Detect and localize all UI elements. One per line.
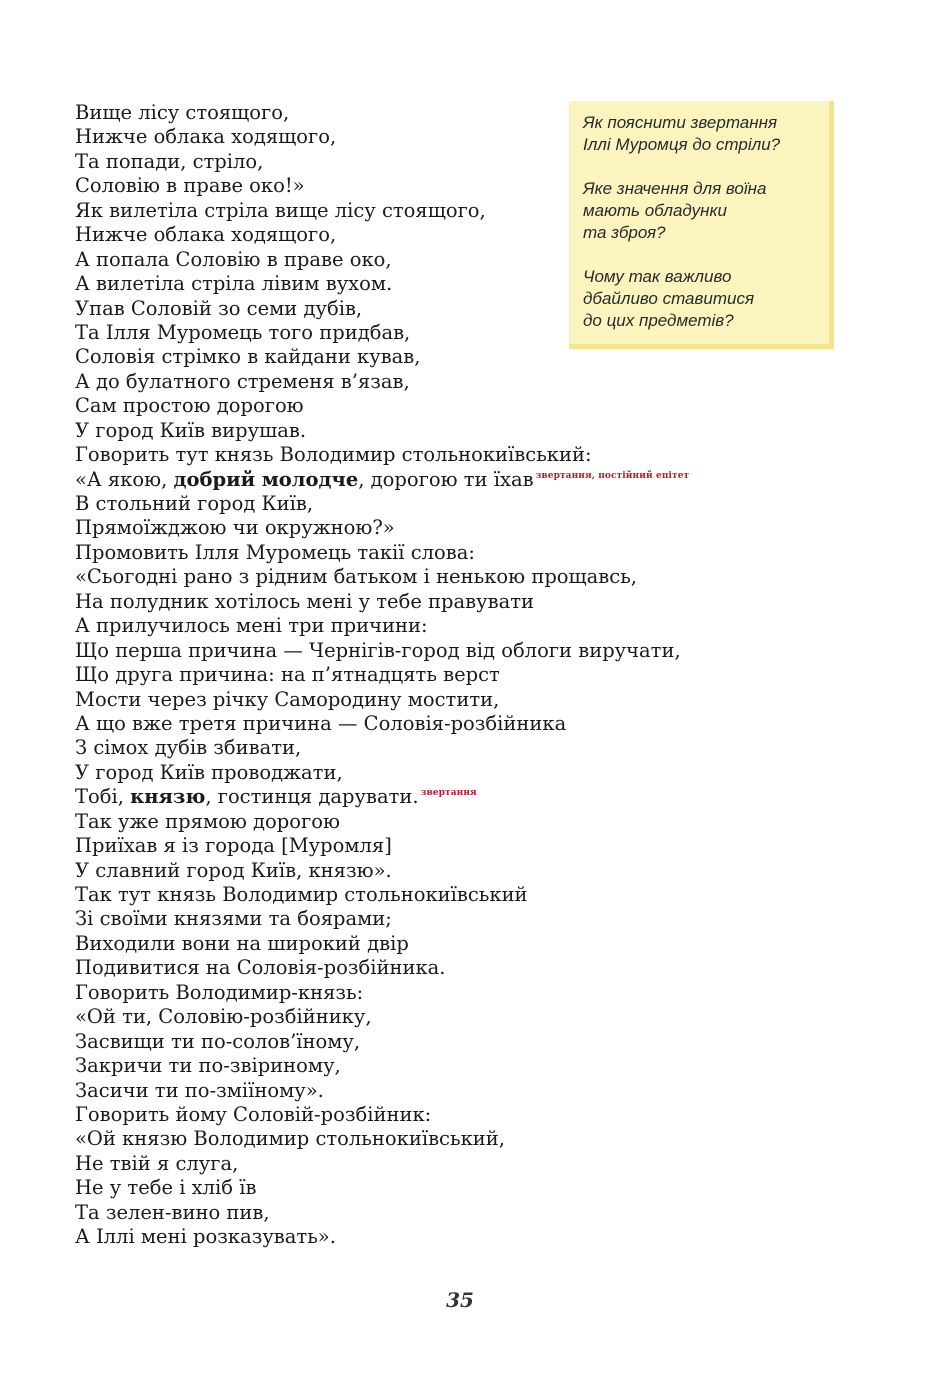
poem-line: Як вилетіла стріла вище лісу стоящого, — [75, 198, 486, 222]
poem-line: В стольний город Київ, — [75, 492, 314, 515]
page-number: 35 — [446, 1288, 474, 1312]
poem-line: Упав Соловій зо семи дубів, — [75, 296, 363, 320]
question-2 — [583, 178, 819, 244]
question-line: та зброя? — [583, 223, 666, 242]
poem-line: Приїхав я із города [Муромля] — [75, 834, 392, 858]
poem-line: Зі своїми князями та боярами; — [75, 907, 392, 931]
poem-line: Вище лісу стоящого, — [75, 101, 290, 124]
poem-line: Нижче облака ходящого, — [75, 125, 337, 149]
poem-line: «Ой ти, Соловію-розбійнику, — [75, 1005, 372, 1029]
poem-text-run: Тобі, — [75, 785, 131, 809]
question-line: дбайливо ставитися — [583, 289, 755, 308]
question-line: до цих предметів? — [583, 311, 734, 330]
question-line: Іллі Муромця до стріли? — [583, 135, 781, 154]
poem-line: Говорить Володимир-князь: — [75, 980, 364, 1004]
poem-line: Що перша причина — Чернігів-город від облоги виручати, — [75, 638, 681, 662]
poem-line: Не у тебе і хліб їв — [75, 1176, 257, 1200]
poem-line: Не твій я слуга, — [75, 1151, 239, 1175]
poem-line: А попала Соловію в праве око, — [75, 247, 392, 271]
poem-line: Та зелен-вино пив, — [75, 1200, 270, 1224]
poem-line: А прилучилось мені три причини: — [75, 614, 428, 638]
poem-line: А вилетіла стріла лівим вухом. — [75, 272, 393, 296]
poem-line: Нижче облака ходящого, — [75, 223, 337, 247]
poem-line: Говорить тут князь Володимир стольнокиївський: — [75, 443, 592, 467]
poem-line: На полудник хотілось мені у тебе правувати — [75, 589, 535, 613]
poem-line: З сімох дубів збивати, — [75, 736, 302, 760]
poem-text-run: , дорогою ти їхав — [358, 467, 534, 491]
poem-text-run: «А якою, — [75, 467, 174, 491]
poem-line: Мости через річку Самородину мостити, — [75, 687, 500, 711]
poem-line: Соловія стрімко в кайдани кував, — [75, 345, 421, 369]
poem-line-annotated — [75, 468, 875, 492]
poem-line: А Іллі мені розказувать». — [75, 1225, 336, 1249]
poem-line: У город Київ вирушав. — [75, 418, 307, 442]
margin-note: звертання, постійний епітет — [535, 470, 690, 481]
poem-line: Так уже прямою дорогою — [75, 809, 340, 833]
poem-line: «Ой князю Володимир стольнокиївський, — [75, 1127, 505, 1151]
poem-line: Та попади, стріло, — [75, 149, 264, 173]
margin-note: звертання — [420, 788, 477, 799]
poem-line: У город Київ проводжати, — [75, 760, 343, 784]
poem-line: У славний город Київ, князю». — [75, 858, 392, 882]
questions-box — [569, 101, 834, 349]
poem-line: Говорить йому Соловій-розбійник: — [75, 1102, 432, 1126]
poem-text-run: , гостинця дарувати. — [205, 785, 419, 809]
poem-line-annotated — [75, 785, 875, 809]
address-emphasis: князю — [130, 785, 206, 809]
question-3 — [583, 266, 819, 332]
poem-line: Засвищи ти по-солов’їному, — [75, 1029, 361, 1053]
poem-line: Засичи ти по-зміїному». — [75, 1078, 324, 1102]
poem-line: «Сьогодні рано з рідним батьком і ненькою прощавсь, — [75, 565, 638, 589]
poem-line: А до булатного стременя в’язав, — [75, 369, 410, 393]
question-line: Яке значення для воїна — [583, 179, 767, 198]
poem-line: Що друга причина: на п’ятнадцять верст — [75, 663, 500, 687]
question-1 — [583, 112, 819, 156]
poem-line: Соловію в праве око!» — [75, 174, 305, 198]
question-line: мають обладунки — [583, 201, 727, 220]
poem-line: Закричи ти по-звіриному, — [75, 1054, 341, 1078]
poem-line: А що вже третя причина — Соловія-розбійника — [75, 711, 567, 735]
question-line: Як пояснити звертання — [583, 113, 778, 132]
poem-line: Та Ілля Муромець того придбав, — [75, 320, 411, 344]
address-emphasis: добрий молодче — [173, 467, 359, 491]
poem-line: Виходили вони на широкий двір — [75, 931, 409, 955]
question-line: Чому так важливо — [583, 267, 732, 286]
poem-line: Так тут князь Володимир стольнокиївський — [75, 883, 528, 906]
poem-line: Сам простою дорогою — [75, 394, 304, 418]
poem-line: Промовить Ілля Муромець такії слова: — [75, 540, 475, 564]
poem-line: Подивитися на Соловія-розбійника. — [75, 956, 446, 980]
poem-line: Прямоїжджою чи окружною?» — [75, 516, 395, 540]
